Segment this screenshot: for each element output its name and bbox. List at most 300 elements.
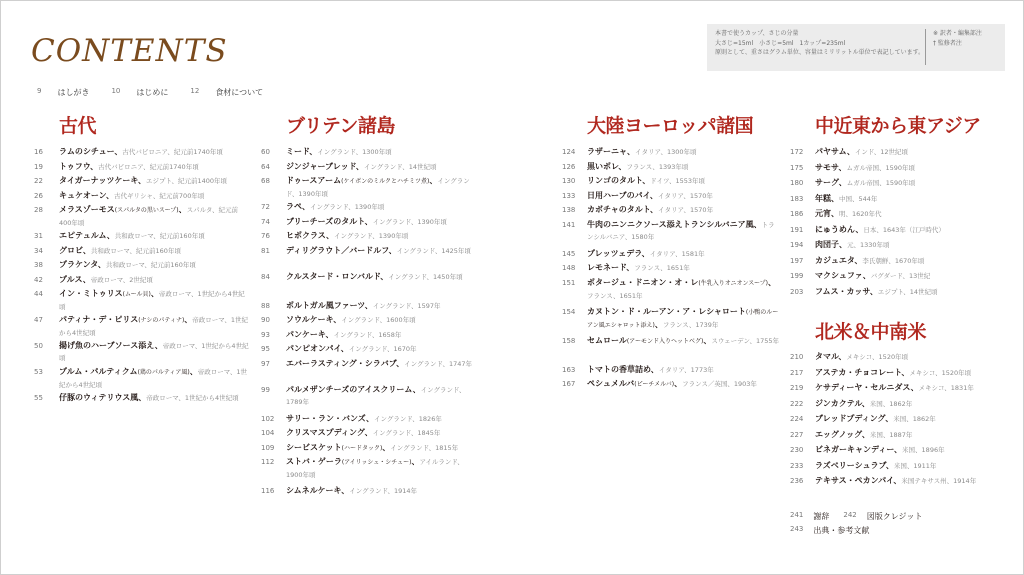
page-number: 138 xyxy=(562,206,576,214)
recipe-name: にゅうめん xyxy=(815,224,856,234)
recipe-origin: イタリア、1570年 xyxy=(657,191,713,200)
recipe-name: カヌトン・ド・ルーアン・ア・レシャロート xyxy=(587,306,746,316)
toc-entry[interactable]: 84 クルスタード・ロンバルド、イングランド、1450年頃 xyxy=(261,271,463,281)
recipe-origin: 米国テキサス州、1914年 xyxy=(901,477,977,485)
toc-entry[interactable]: 233 ラズベリーシュラブ、米国、1911年 xyxy=(790,460,937,470)
page-number: 151 xyxy=(562,278,576,287)
recipe-name: カボチャのタルト xyxy=(587,205,651,214)
toc-entry[interactable]: 93 パンケーキ、イングランド、1658年 xyxy=(261,329,402,339)
recipe-name: 日用ハーブのパイ xyxy=(587,190,650,200)
recipe-name: ペシュメルバ xyxy=(587,379,635,388)
toc-entry[interactable]: 138 カボチャのタルト、イタリア、1570年 xyxy=(562,205,714,214)
page-number: 44 xyxy=(34,290,43,298)
recipe-name: パルメザンチーズのアイスクリーム xyxy=(286,384,413,394)
toc-entry[interactable]: 76 ヒポクラス、イングランド、1390年頃 xyxy=(261,231,409,240)
toc-entry[interactable]: 219 ケサディーヤ・セルニダス、メキシコ、1831年 xyxy=(790,383,974,392)
recipe-name: エッグノッグ xyxy=(815,429,862,439)
legend-line: ※ 訳者・編集部注 xyxy=(933,30,982,37)
toc-entry[interactable]: 227 エッグノッグ、米国、1887年 xyxy=(790,429,913,439)
recipe-name: タマル xyxy=(815,352,839,361)
recipe-name: ヒポクラス xyxy=(286,231,326,240)
front-page-number: 10 xyxy=(111,87,121,95)
recipe-name: ポタージュ・ドニオン・オ・レ xyxy=(587,277,699,287)
recipe-origin: イングランド、1300年頃 xyxy=(317,148,392,156)
recipe-subtitle: (ムール貝) xyxy=(122,291,151,298)
recipe-origin: イングランド、14世紀頃 xyxy=(363,162,437,171)
page-number: 158 xyxy=(562,336,576,345)
toc-entry[interactable]: 90 ソウルケーキ、イングランド、1600年頃 xyxy=(261,315,416,324)
page-number: 191 xyxy=(790,225,804,234)
recipe-origin: 米国、1896年 xyxy=(902,446,945,454)
page-number: 16 xyxy=(34,148,43,156)
back-page-number: 242 xyxy=(843,511,857,519)
recipe-name: エバーラスティング・シラバブ xyxy=(286,358,397,368)
page-number: 34 xyxy=(34,246,43,255)
recipe-origin: 日本、1643年（江戸時代） xyxy=(863,225,945,234)
toc-entry[interactable]: 44 イン・ミトゥリス(ムール貝)、帝政ローマ、1世紀から4世紀頃 xyxy=(34,289,245,311)
recipe-origin: 古代バビロニア、紀元前1740年頃 xyxy=(122,148,223,156)
recipe-origin: フランス、1739年 xyxy=(662,320,719,329)
page-number: 38 xyxy=(34,261,43,269)
recipe-name: ディリグラウト／バードルフ xyxy=(286,245,389,255)
measurement-info-box xyxy=(707,24,1005,71)
page-number: 154 xyxy=(562,307,576,316)
legend-line: † 監修者注 xyxy=(933,39,962,47)
recipe-origin: 帝政ローマ、1世紀から4世紀頃 xyxy=(59,290,245,311)
recipe-subtitle: (ピーチメルバ) xyxy=(634,381,675,388)
toc-entry[interactable]: 197 カジュエタ、李氏朝鮮、1670年頃 xyxy=(790,255,925,265)
toc-entry[interactable]: 217 アステカ・チョコレート、メキシコ、1520年頃 xyxy=(790,367,972,377)
page-number: 64 xyxy=(261,162,270,171)
toc-entry[interactable]: 124 ラザーニャ、イタリア、1300年頃 xyxy=(562,147,697,156)
recipe-name: 揚げ魚のハーブソース添え xyxy=(59,341,155,350)
toc-entry[interactable]: 34 グロビ、共和政ローマ、紀元前160年頃 xyxy=(34,245,181,255)
recipe-origin: フランス、1651年 xyxy=(634,264,690,272)
page-number: 194 xyxy=(790,241,804,249)
recipe-origin: メキシコ、1520年頃 xyxy=(909,368,972,377)
page-number: 81 xyxy=(261,246,270,255)
page-number: 163 xyxy=(562,365,576,374)
recipe-origin: 古代バビロニア、紀元前1740年頃 xyxy=(98,162,199,171)
annotation-legend xyxy=(933,29,982,48)
back-item-bibliography[interactable]: 出典・参考文献 xyxy=(813,526,870,535)
recipe-name: エピテュルム xyxy=(59,231,107,240)
section-continental xyxy=(562,111,779,404)
recipe-name: 牛肉のニンニクソース添えトランシルバニア風 xyxy=(587,219,754,229)
recipe-origin: フランス、1393年頃 xyxy=(626,162,689,171)
toc-entry[interactable]: 64 ジンジャーブレッド、イングランド、14世紀頃 xyxy=(261,161,437,171)
page-number: 230 xyxy=(790,446,804,454)
recipe-subtitle: (ナシのパティナ) xyxy=(138,317,185,324)
recipe-name: プレッツェデラ xyxy=(587,248,642,258)
recipe-name: ドゥースアーム xyxy=(286,176,342,185)
toc-entry[interactable]: 99 パルメザンチーズのアイスクリーム、イングランド、1789年 xyxy=(261,384,466,406)
recipe-origin: スウェーデン、1755年 xyxy=(711,336,779,345)
recipe-origin: イングランド、1789年 xyxy=(286,385,466,406)
recipe-name: グロビ xyxy=(59,245,83,255)
front-page-number: 12 xyxy=(190,87,200,95)
recipe-origin: イングランド、1845年 xyxy=(372,429,441,437)
toc-entry[interactable]: 50 揚げ魚のハーブソース添え、帝政ローマ、1世紀から4世紀頃 xyxy=(34,341,249,362)
recipe-subtitle: (スパルタの黒いスープ) xyxy=(114,207,179,214)
recipe-origin: 共和政ローマ、紀元前160年頃 xyxy=(90,246,181,255)
page-number: 148 xyxy=(562,264,576,272)
recipe-origin: スパルタ、紀元前400年頃 xyxy=(59,206,238,227)
page-number: 126 xyxy=(562,162,576,171)
back-item-acknowledgements[interactable]: 謝辞 xyxy=(813,512,830,521)
page-number: 90 xyxy=(261,316,270,324)
toc-entry[interactable]: 191 にゅうめん、日本、1643年（江戸時代） xyxy=(790,224,945,234)
recipe-name: パヤサム xyxy=(815,147,847,156)
recipe-name: 年糕 xyxy=(815,193,831,203)
page-number: 167 xyxy=(562,380,576,388)
page-number: 60 xyxy=(261,148,270,156)
toc-entry[interactable]: 151 ポタージュ・ドニオン・オ・レ(牛乳入りオニオンスープ)、フランス、1651年 xyxy=(562,277,777,300)
section-heading: 北米＆中南米 xyxy=(815,321,927,343)
recipe-name: ブリーチーズのタルト xyxy=(286,216,365,226)
recipe-name: ビネガーキャンディー xyxy=(815,445,895,454)
toc-entry[interactable]: 236 テキサス・ペカンパイ、米国テキサス州、1914年 xyxy=(790,476,977,485)
toc-entry[interactable]: 112 ストバ・ゲーラ(アイリッシュ・シチュー)、アイルランド、1900年頃 xyxy=(261,457,464,479)
toc-entry[interactable]: 74 ブリーチーズのタルト、イングランド、1390年頃 xyxy=(261,216,447,226)
toc-entry[interactable]: 167 ペシュメルバ(ピーチメルバ)、フランス／英国、1903年 xyxy=(562,379,757,388)
toc-entry[interactable]: 104 クリスマスプディング、イングランド、1845年 xyxy=(261,428,441,437)
page-number: 28 xyxy=(34,206,43,214)
page-number: 95 xyxy=(261,345,270,353)
toc-entry[interactable]: 19 トゥフウ、古代バビロニア、紀元前1740年頃 xyxy=(34,161,199,171)
toc-entry[interactable]: 53 プルム・パルティクム(鶏のパルティア風)、帝政ローマ、1世紀から4世紀頃 xyxy=(34,367,248,389)
recipe-origin: 元、1330年頃 xyxy=(847,241,890,249)
page-number: 76 xyxy=(261,232,270,240)
recipe-origin: イタリア、1300年頃 xyxy=(635,148,697,156)
recipe-name: クルスタード・ロンバルド xyxy=(286,271,381,281)
recipe-origin: インド、12世紀頃 xyxy=(854,148,909,156)
toc-entry[interactable]: 88 ポルトガル風ファーツ、イングランド、1597年 xyxy=(261,300,441,310)
page-number: 183 xyxy=(790,194,804,203)
section-heading: ブリテン諸島 xyxy=(286,115,395,137)
recipe-name: ジンカクテル xyxy=(815,398,862,408)
page-number: 210 xyxy=(790,353,804,361)
recipe-subtitle: (小鴨のルーアン風エシャロット添え) xyxy=(587,308,779,329)
recipe-name: 黒いポレ xyxy=(587,161,619,171)
page-number: 26 xyxy=(34,191,43,200)
recipe-name: セムロール xyxy=(587,335,627,345)
page-number: 42 xyxy=(34,275,43,284)
page-number: 84 xyxy=(261,272,270,281)
recipe-origin: 米国、1887年 xyxy=(869,430,913,439)
recipe-name: ラムのシチュー xyxy=(59,147,115,156)
page-number: 236 xyxy=(790,477,804,485)
toc-entry[interactable]: 172 パヤサム、インド、12世紀頃 xyxy=(790,147,909,156)
recipe-name: ストバ・ゲーラ xyxy=(286,457,342,466)
recipe-origin: 共和政ローマ、紀元前160年頃 xyxy=(105,261,196,269)
recipe-name: タイガーナッツケーキ xyxy=(59,176,139,185)
recipe-name: イン・ミトゥリス xyxy=(59,289,123,298)
recipe-name: テキサス・ペカンパイ xyxy=(815,476,894,485)
toc-entry[interactable]: 95 パンピオンパイ、イングランド、1670年 xyxy=(261,344,417,353)
recipe-subtitle: (アーモンド入りヘットベグ) xyxy=(626,337,704,345)
toc-entry[interactable]: 158 セムロール(アーモンド入りヘットベグ)、スウェーデン、1755年 xyxy=(562,335,779,345)
recipe-origin: イングランド、1390年頃 xyxy=(334,232,409,240)
page-number: 199 xyxy=(790,272,804,280)
page-number: 31 xyxy=(34,232,43,240)
recipe-origin: メキシコ、1831年 xyxy=(918,384,974,392)
front-matter-list xyxy=(37,87,285,98)
toc-entry[interactable]: 38 プラケンタ、共和政ローマ、紀元前160年頃 xyxy=(34,260,196,269)
toc-entry[interactable]: 194 肉団子、元、1330年頃 xyxy=(790,240,890,249)
page-number: 133 xyxy=(562,191,576,200)
page-number: 112 xyxy=(261,458,275,466)
recipe-origin: 米国、1911年 xyxy=(893,461,937,470)
toc-entry[interactable]: 175 サモサ、ムガル帝国、1590年頃 xyxy=(790,162,915,172)
measure-line: 大さじ=15ml 小さじ=5ml 1カップ=235ml xyxy=(715,39,846,47)
measure-line: 原則として、重さはグラム単位、容量はミリリットル単位で表記しています。 xyxy=(715,49,925,56)
recipe-name: プルム・パルティクム xyxy=(59,367,138,376)
recipe-name: トゥフウ xyxy=(59,161,91,171)
recipe-origin: 米国、1862年 xyxy=(869,399,913,408)
toc-entry[interactable]: 224 ブレッドプディング、米国、1862年 xyxy=(790,414,936,423)
recipe-name: ブレッドプディング xyxy=(815,414,886,423)
toc-entry[interactable]: 183 年糕、中国、544年 xyxy=(790,193,878,203)
page-number: 53 xyxy=(34,368,43,376)
recipe-origin: 明、1620年代 xyxy=(839,210,882,218)
toc-entry[interactable]: 126 黒いポレ、フランス、1393年頃 xyxy=(562,161,689,171)
page-number: 99 xyxy=(261,385,270,394)
recipe-origin: 米国、1862年 xyxy=(893,415,936,423)
recipe-origin: フランス／英国、1903年 xyxy=(682,380,757,388)
page-number: 22 xyxy=(34,177,43,185)
measure-line: 本書で使うカップ、さじの分量 xyxy=(715,30,799,37)
toc-entry[interactable]: 55 仔豚のウィテリウス風、帝政ローマ、1世紀から4世紀頃 xyxy=(34,393,239,402)
toc-entry[interactable]: 141 牛肉のニンニクソース添えトランシルバニア風、トランシルバニア、1580年 xyxy=(562,219,775,241)
page-number: 68 xyxy=(261,177,270,185)
toc-entry[interactable]: 102 サリー・ラン・バンズ、イングランド、1826年 xyxy=(261,413,442,423)
page-number: 197 xyxy=(790,256,804,265)
recipe-name: ラズベリーシュラブ xyxy=(815,460,886,470)
recipe-name: 元宵 xyxy=(815,209,831,218)
page-number: 130 xyxy=(562,177,576,185)
page-number: 186 xyxy=(790,210,804,218)
recipe-origin: フランス、1651年 xyxy=(587,291,643,300)
recipe-origin: 帝政ローマ、1世紀から4世紀頃 xyxy=(59,342,249,362)
recipe-origin: エジプト、紀元前1400年頃 xyxy=(146,177,228,185)
page-number: 180 xyxy=(790,179,804,187)
toc-entry[interactable]: 109 シービスケット(ハードタック)、イングランド、1815年 xyxy=(261,442,459,452)
recipe-name: ラペ xyxy=(286,202,302,211)
recipe-origin: 帝政ローマ、1世紀から4世紀頃 xyxy=(59,368,248,389)
recipe-subtitle: (ハードタック) xyxy=(341,444,383,452)
recipe-name: アステカ・チョコレート xyxy=(815,367,902,377)
back-matter xyxy=(790,511,1005,539)
page-number: 47 xyxy=(34,316,43,324)
recipe-name: ジンジャーブレッド xyxy=(286,161,356,171)
front-item-preface[interactable]: はしがき xyxy=(57,88,90,97)
toc-entry[interactable]: 180 サーグ、ムガル帝国、1590年頃 xyxy=(790,178,916,187)
recipe-name: トマトの香草詰め xyxy=(587,364,651,374)
page-number: 102 xyxy=(261,414,275,423)
page-number: 203 xyxy=(790,287,804,296)
recipe-origin: イングランド、1425年頃 xyxy=(396,246,471,255)
measurement-notes xyxy=(715,29,924,58)
recipe-origin: 古代ギリシャ、紀元前700年頃 xyxy=(114,191,205,200)
page-number: 109 xyxy=(261,443,275,452)
toc-entry[interactable]: 145 プレッツェデラ、イタリア、1581年 xyxy=(562,248,705,258)
page-number: 141 xyxy=(562,220,576,229)
recipe-origin: イングランド、1390年頃 xyxy=(372,217,447,226)
page-title: CONTENTS xyxy=(31,33,228,69)
recipe-origin: エジプト、14世紀頃 xyxy=(877,287,938,296)
toc-entry[interactable]: 163 トマトの香草詰め、イタリア、1773年 xyxy=(562,364,714,374)
recipe-origin: イングランド、1600年頃 xyxy=(341,316,416,324)
recipe-name: クリスマスプディング xyxy=(286,428,365,437)
front-page-number: 9 xyxy=(37,87,42,95)
recipe-origin: イングランド、1747年 xyxy=(404,359,472,368)
toc-entry[interactable]: 22 タイガーナッツケーキ、エジプト、紀元前1400年頃 xyxy=(34,176,228,185)
recipe-origin: イングランド、1914年 xyxy=(349,487,418,495)
page-number: 175 xyxy=(790,163,804,172)
recipe-name: サーグ xyxy=(815,178,839,187)
recipe-name: サリー・ラン・バンズ xyxy=(286,413,366,423)
page-number: 233 xyxy=(790,461,804,470)
recipe-name: キュケオーン xyxy=(59,190,107,200)
recipe-name: ポルトガル風ファーツ xyxy=(286,300,365,310)
recipe-name: パンケーキ xyxy=(286,329,326,339)
recipe-name: プラケンタ xyxy=(59,260,98,269)
section-ancient xyxy=(34,111,249,418)
page-number: 19 xyxy=(34,162,43,171)
page-number: 224 xyxy=(790,415,804,423)
toc-entry[interactable]: 230 ビネガーキャンディー、米国、1896年 xyxy=(790,445,945,454)
recipe-subtitle: (アイリッシュ・シチュー) xyxy=(341,459,412,466)
recipe-origin: 李氏朝鮮、1670年頃 xyxy=(862,256,925,265)
toc-entry[interactable]: 16 ラムのシチュー、古代バビロニア、紀元前1740年頃 xyxy=(34,147,223,156)
recipe-origin: アイルランド、1900年頃 xyxy=(286,458,464,479)
toc-entry[interactable]: 133 日用ハーブのパイ、イタリア、1570年 xyxy=(562,190,713,200)
recipe-origin: イングランド、1815年 xyxy=(390,443,459,452)
page-number: 50 xyxy=(34,342,43,350)
page-number: 72 xyxy=(261,203,270,211)
back-item-picture-credits[interactable]: 図版クレジット xyxy=(866,512,923,521)
page-number: 124 xyxy=(562,148,576,156)
page-number: 116 xyxy=(261,487,275,495)
toc-entry[interactable]: 154 カヌトン・ド・ルーアン・ア・レシャロート(小鴨のルーアン風エシャロット添え)、フランス、1739年 xyxy=(562,306,779,329)
page-number: 93 xyxy=(261,330,270,339)
toc-entry[interactable]: 28 メラスゾーモス(スパルタの黒いスープ)、スパルタ、紀元前400年頃 xyxy=(34,205,238,227)
toc-entry[interactable]: 186 元宵、明、1620年代 xyxy=(790,209,882,218)
recipe-name: リンゴのタルト xyxy=(587,176,643,185)
recipe-name: ラザーニャ xyxy=(587,147,627,156)
toc-entry[interactable]: 199 マクシュファ、バグダード、13世紀 xyxy=(790,271,931,280)
section-heading: 古代 xyxy=(59,115,97,137)
recipe-origin: 帝政ローマ、2世紀頃 xyxy=(90,275,153,284)
page-number: 97 xyxy=(261,359,270,368)
back-page-number: 241 xyxy=(790,511,804,519)
section-americas xyxy=(790,317,1005,491)
toc-entry[interactable]: 68 ドゥースアーム(ケイボンのミルクとハチミツ煮)、イングランド、1390年頃 xyxy=(261,176,470,198)
toc-entry[interactable]: 72 ラペ、イングランド、1390年頃 xyxy=(261,202,385,211)
info-divider xyxy=(925,29,926,65)
toc-entry[interactable]: 148 レモネード、フランス、1651年 xyxy=(562,263,690,272)
recipe-origin: ドイツ、1553年頃 xyxy=(650,177,706,185)
recipe-name: プルス xyxy=(59,274,83,284)
recipe-origin: バグダード、13世紀 xyxy=(870,272,931,280)
recipe-origin: イングランド、1658年 xyxy=(333,330,402,339)
page-number: 219 xyxy=(790,384,804,392)
toc-entry[interactable]: 203 フムス・カッサ、エジプト、14世紀頃 xyxy=(790,286,938,296)
recipe-origin: ムガル帝国、1590年頃 xyxy=(846,163,915,172)
recipe-name: パンピオンパイ xyxy=(286,344,341,353)
recipe-name: ケサディーヤ・セルニダス xyxy=(815,383,911,392)
page-number: 55 xyxy=(34,394,43,402)
front-item-introduction[interactable]: はじめに xyxy=(136,88,169,97)
recipe-name: ソウルケーキ xyxy=(286,315,334,324)
recipe-origin: イングランド、1390年頃 xyxy=(286,177,470,198)
recipe-origin: イングランド、1390年頃 xyxy=(310,203,385,211)
recipe-origin: イタリア、1581年 xyxy=(649,249,705,258)
section-heading: 中近東から東アジア xyxy=(815,115,981,137)
recipe-name: シービスケット xyxy=(286,442,342,452)
page-number: 217 xyxy=(790,368,804,377)
page-number: 172 xyxy=(790,148,804,156)
recipe-name: サモサ xyxy=(815,162,839,172)
recipe-name: メラスゾーモス xyxy=(59,205,115,214)
recipe-origin: トランシルバニア、1580年 xyxy=(587,220,775,241)
toc-entry[interactable]: 31 エピテュルム、共和政ローマ、紀元前160年頃 xyxy=(34,231,205,240)
toc-entry[interactable]: 116 シムネルケーキ、イングランド、1914年 xyxy=(261,486,418,495)
recipe-subtitle: (牛乳入りオニオンスープ) xyxy=(698,279,769,287)
toc-entry[interactable]: 210 タマル、メキシコ、1520年頃 xyxy=(790,352,909,361)
toc-entry[interactable]: 222 ジンカクテル、米国、1862年 xyxy=(790,398,913,408)
recipe-origin: メキシコ、1520年頃 xyxy=(846,353,909,361)
front-item-ingredients[interactable]: 食材について xyxy=(215,88,264,97)
section-britain xyxy=(261,111,476,500)
recipe-subtitle: (鶏のパルティア風) xyxy=(137,369,190,376)
recipe-origin: イングランド、1826年 xyxy=(374,414,442,423)
toc-entry[interactable]: 26 キュケオーン、古代ギリシャ、紀元前700年頃 xyxy=(34,190,205,200)
recipe-name: 肉団子 xyxy=(815,240,839,249)
recipe-origin: イングランド、1450年頃 xyxy=(388,272,463,281)
page-number: 145 xyxy=(562,249,576,258)
recipe-origin: 中国、544年 xyxy=(839,194,878,203)
recipe-name: カジュエタ xyxy=(815,255,855,265)
recipe-name: フムス・カッサ xyxy=(815,286,870,296)
toc-entry[interactable]: 130 リンゴのタルト、ドイツ、1553年頃 xyxy=(562,176,706,185)
recipe-name: シムネルケーキ xyxy=(286,486,342,495)
recipe-origin: 帝政ローマ、1世紀から4世紀頃 xyxy=(59,316,249,337)
recipe-origin: イングランド、1597年 xyxy=(372,301,441,310)
section-asia xyxy=(790,111,1005,301)
back-page-number: 243 xyxy=(790,525,804,533)
page-number: 104 xyxy=(261,429,275,437)
recipe-name: ミード xyxy=(286,147,310,156)
toc-entry[interactable]: 42 プルス、帝政ローマ、2世紀頃 xyxy=(34,274,153,284)
recipe-name: パティナ・デ・ピリス xyxy=(59,315,139,324)
recipe-name: レモネード xyxy=(587,263,627,272)
toc-entry[interactable]: 81 ディリグラウト／バードルフ、イングランド、1425年頃 xyxy=(261,245,471,255)
toc-entry[interactable]: 47 パティナ・デ・ピリス(ナシのパティナ)、帝政ローマ、1世紀から4世紀頃 xyxy=(34,315,249,337)
recipe-subtitle: (ケイボンのミルクとハチミツ煮) xyxy=(341,178,430,185)
toc-entry[interactable]: 60 ミード、イングランド、1300年頃 xyxy=(261,147,392,156)
recipe-origin: イタリア、1773年 xyxy=(658,365,714,374)
page-number: 222 xyxy=(790,399,804,408)
toc-entry[interactable]: 97 エバーラスティング・シラバブ、イングランド、1747年 xyxy=(261,358,472,368)
recipe-origin: 共和政ローマ、紀元前160年頃 xyxy=(114,232,205,240)
section-heading: 大陸ヨーロッパ諸国 xyxy=(587,115,754,137)
page-number: 88 xyxy=(261,301,270,310)
recipe-name: 仔豚のウィテリウス風 xyxy=(59,393,139,402)
recipe-origin: イタリア、1570年 xyxy=(658,206,714,214)
recipe-origin: ムガル帝国、1590年頃 xyxy=(846,179,916,187)
